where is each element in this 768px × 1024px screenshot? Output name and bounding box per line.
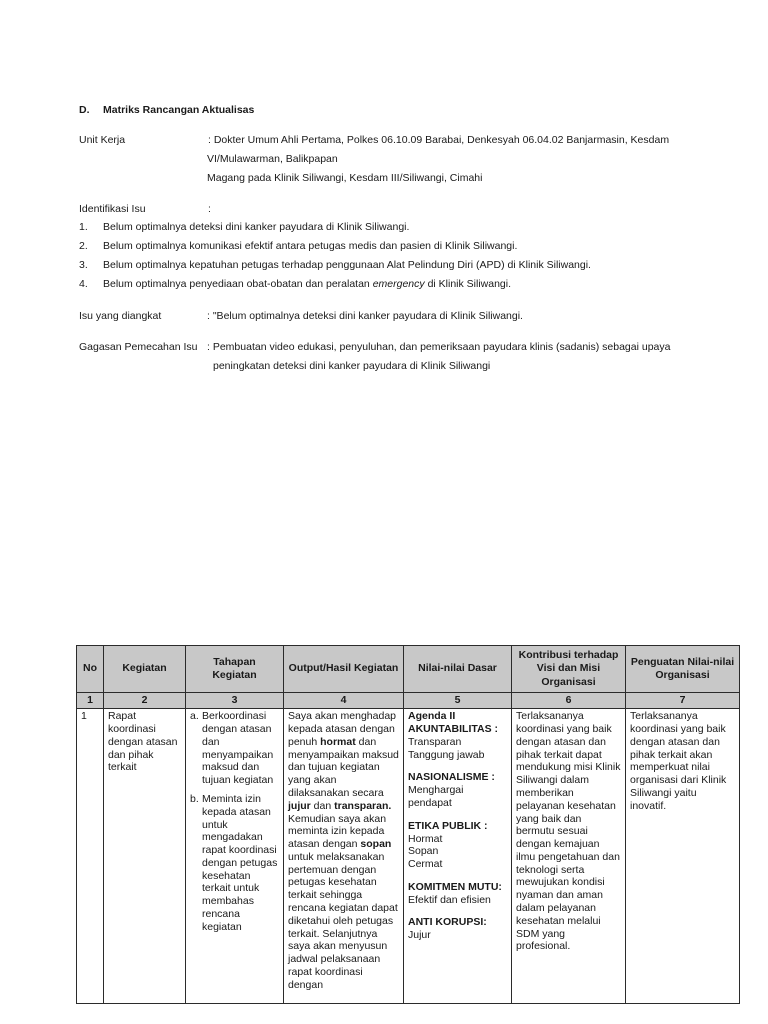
section-number: D. bbox=[79, 104, 90, 116]
list-item: 4. Belum optimalnya penyediaan obat-obatan dan peralatan emergency di Klinik Siliwangi. bbox=[79, 278, 512, 290]
gagasan-line1: : Pembuatan video edukasi, penyuluhan, dan pemeriksaan payudara klinis (sadanis) sebagai upaya bbox=[207, 341, 671, 353]
list-item: 3. Belum optimalnya kepatuhan petugas terhadap penggunaan Alat Pelindung Diri (APD) di Klinik Siliwangi. bbox=[79, 259, 591, 271]
header-nilai: Nilai-nilai Dasar bbox=[404, 646, 512, 693]
value-group: ETIKA PUBLIK : Hormat Sopan Cermat bbox=[408, 819, 488, 871]
column-number: 2 bbox=[104, 693, 186, 709]
isu-diangkat-label: Isu yang diangkat bbox=[79, 310, 162, 322]
column-number: 5 bbox=[404, 693, 512, 709]
value-group: ANTI KORUPSI: Jujur bbox=[408, 916, 487, 942]
section-heading bbox=[79, 104, 254, 117]
column-number: 6 bbox=[512, 693, 626, 709]
column-number: 7 bbox=[626, 693, 740, 709]
column-number: 4 bbox=[284, 693, 404, 709]
cell-tahapan bbox=[186, 709, 284, 1004]
table-row bbox=[77, 709, 740, 1004]
list-item: 2. Belum optimalnya komunikasi efektif antara petugas medis dan pasien di Klinik Siliwangi. bbox=[79, 240, 518, 252]
header-penguatan: Penguatan Nilai-nilai Organisasi bbox=[626, 646, 740, 693]
section-title: Matriks Rancangan Aktualisas bbox=[103, 104, 255, 116]
unit-kerja-line1: : Dokter Umum Ahli Pertama, Polkes 06.10.09 Barabai, Denkesyah 06.04.02 Banjarmasin, Kesdam bbox=[208, 134, 670, 146]
header-output: Output/Hasil Kegiatan bbox=[284, 646, 404, 693]
cell-kontribusi: Terlaksananya koordinasi yang baik dengan atasan dan pihak terkait dapat mendukung misi Klinik Siliwangi dalam memberikan pelayanan kesehatan yang baik dan bermutu sesuai dengan kemajuan ilmu pengetahuan dan teknologi serta mewujukan kondisi nyaman dan aman dalam pelayanan kesehatan melalui SDM yang profesional. bbox=[512, 709, 626, 1004]
cell-kegiatan: Rapat koordinasi dengan atasan dan pihak terkait bbox=[104, 709, 186, 1004]
actualization-matrix-table bbox=[76, 645, 740, 1004]
header-no: No bbox=[77, 646, 104, 693]
cell-nilai bbox=[404, 709, 512, 1004]
column-number: 1 bbox=[77, 693, 104, 709]
identifikasi-label: Identifikasi Isu bbox=[79, 203, 146, 215]
unit-kerja-label: Unit Kerja bbox=[79, 134, 126, 146]
column-number: 3 bbox=[186, 693, 284, 709]
unit-kerja-line2: VI/Mulawarman, Balikpapan bbox=[207, 153, 338, 165]
header-kontribusi: Kontribusi terhadap Visi dan Misi Organisasi bbox=[512, 646, 626, 693]
issue-list bbox=[79, 221, 591, 297]
cell-no: 1 bbox=[77, 709, 104, 1004]
value-group: KOMITMEN MUTU: Efektif dan efisien bbox=[408, 880, 502, 906]
header-kegiatan: Kegiatan bbox=[104, 646, 186, 693]
value-group: NASIONALISME : Menghargai pendapat bbox=[408, 771, 495, 809]
gagasan-line2: peningkatan deteksi dini kanker payudara di Klinik Siliwangi bbox=[213, 360, 491, 372]
cell-output: Saya akan menghadap kepada atasan dengan penuh hormat dan menyampaikan maksud dan tujuan kegiatan yang akan dilaksanakan secara jujur dan transparan. Kemudian saya akan meminta izin kepada atasan dengan sopan untuk melaksanakan pertemuan dengan petugas kesehatan terkait sehingga rencana kegiatan dapat diketahui oleh petugas terkait. Selanjutnya saya akan menyusun jadwal pelaksanaan rapat koordinasi dengan bbox=[284, 709, 404, 1004]
value-group: Agenda II AKUNTABILITAS : Transparan Tanggung jawab bbox=[408, 710, 499, 761]
list-item: a. Berkoordinasi dengan atasan dan menyampaikan maksud dan tujuan kegiatan bbox=[190, 710, 274, 787]
gagasan-label: Gagasan Pemecahan Isu bbox=[79, 341, 198, 353]
list-item: 1. Belum optimalnya deteksi dini kanker payudara di Klinik Siliwangi. bbox=[79, 221, 410, 233]
table-header-row bbox=[77, 646, 740, 693]
list-item: b. Meminta izin kepada atasan untuk mengadakan rapat koordinasi dengan petugas kesehatan terkait untuk membahas rencana kegiatan bbox=[190, 792, 278, 933]
cell-penguatan: Terlaksananya koordinasi yang baik dengan atasan dan pihak terkait akan memperkuat nilai organisasi dari Klinik Siliwangi yaitu inovatif. bbox=[626, 709, 740, 1004]
unit-kerja-line3: Magang pada Klinik Siliwangi, Kesdam III/Siliwangi, Cimahi bbox=[207, 172, 483, 184]
table-number-row bbox=[77, 693, 740, 709]
isu-diangkat-value: : "Belum optimalnya deteksi dini kanker payudara di Klinik Siliwangi. bbox=[207, 310, 523, 322]
identifikasi-colon: : bbox=[208, 203, 211, 215]
header-tahapan: Tahapan Kegiatan bbox=[186, 646, 284, 693]
